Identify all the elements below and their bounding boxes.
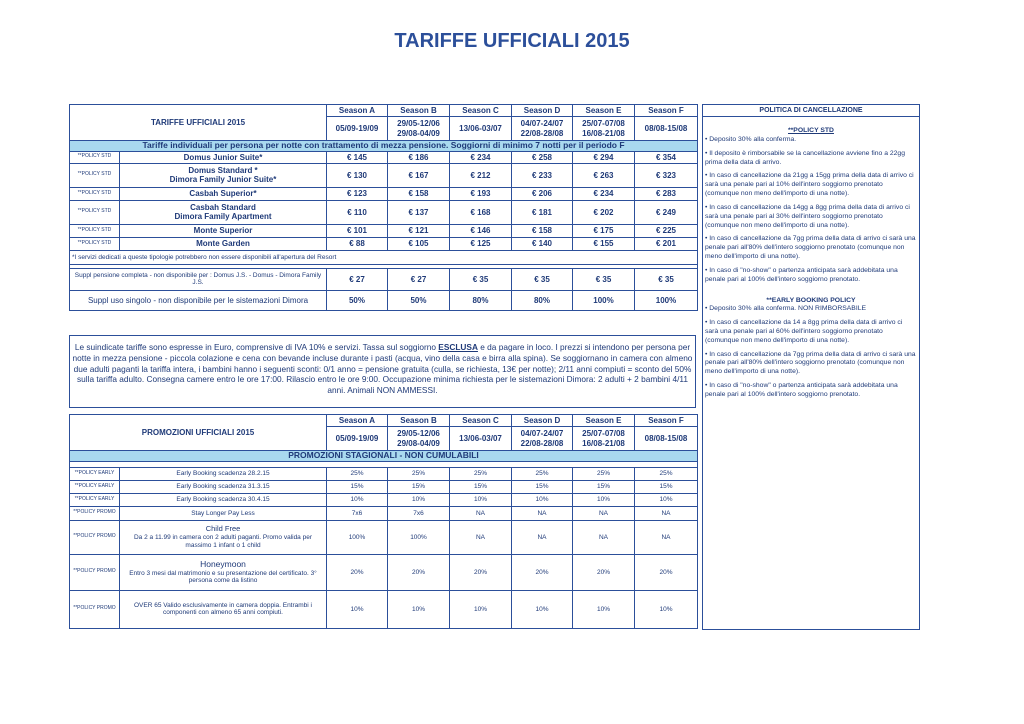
table-label: TARIFFE UFFICIALI 2015 (70, 105, 327, 141)
season-dates (388, 427, 450, 451)
cancellation-policy-panel (702, 104, 920, 630)
row-name-line: Child Free (205, 524, 241, 534)
value-cell: € 258 (512, 151, 573, 163)
supplement-value: € 35 (512, 268, 573, 290)
value-cell: 10% (512, 590, 573, 628)
season-date-line: 16/08-21/08 (582, 128, 625, 138)
row-name (120, 506, 327, 520)
table-row (70, 187, 698, 200)
row-name-line: Casbah Standard (190, 203, 256, 213)
value-cell: NA (512, 520, 573, 554)
value-cell: 20% (573, 554, 635, 590)
policy-tag: **POLICY PROMO (70, 554, 120, 590)
value-cell: € 140 (512, 237, 573, 250)
table-row (70, 163, 698, 187)
band-heading: Tariffe individuali per persona per notte con trattamento di mezza pensione. Soggiorni di minimo 7 notti per il periodo F (70, 141, 698, 152)
season-date-line: 08/08-15/08 (644, 123, 688, 133)
table-row (70, 506, 698, 520)
season-dates (512, 427, 573, 451)
supplement-value: 50% (327, 290, 388, 310)
row-name (120, 163, 327, 187)
value-cell: € 234 (573, 187, 635, 200)
season-date-line: 22/08-28/08 (520, 438, 564, 448)
value-cell: 20% (512, 554, 573, 590)
rates-table (69, 104, 698, 311)
table-row (70, 493, 698, 506)
season-name: Season C (450, 415, 512, 427)
value-cell: € 354 (635, 151, 698, 163)
value-cell: € 110 (327, 200, 388, 224)
row-name-line: Stay Longer Pay Less (191, 509, 255, 517)
rates-note (69, 335, 696, 408)
value-cell: € 130 (327, 163, 388, 187)
value-cell: 15% (450, 480, 512, 493)
season-date-line: 29/08-04/09 (397, 438, 440, 448)
policy-item: • In caso di cancellazione da 7gg prima della data di arrivo ci sarà una penale pari all'80% dell'intero soggiorno prenotato (comunque non meno dell'importo di una notte). (705, 235, 916, 261)
footnote: *I servizi dedicati a queste tipologie potrebbero non essere disponibili all'apertura del Resort (70, 250, 698, 264)
season-dates (573, 117, 635, 141)
table-row (70, 467, 698, 480)
value-cell: € 121 (388, 224, 450, 237)
supplement-value: 80% (512, 290, 573, 310)
value-cell: 15% (573, 480, 635, 493)
season-name: Season D (512, 105, 573, 117)
value-cell: € 193 (450, 187, 512, 200)
table-row (70, 200, 698, 224)
season-date-line: 25/07-07/08 (582, 119, 625, 129)
row-name (120, 200, 327, 224)
value-cell: € 123 (327, 187, 388, 200)
value-cell: NA (512, 506, 573, 520)
policy-tag: **POLICY EARLY (70, 467, 120, 480)
supplement-value: € 27 (388, 268, 450, 290)
value-cell: € 225 (635, 224, 698, 237)
season-date-line: 08/08-15/08 (644, 433, 688, 443)
value-cell: 7x6 (388, 506, 450, 520)
policy-item: • Deposito 30% alla conferma. (705, 135, 797, 143)
value-cell: 10% (327, 493, 388, 506)
season-dates (635, 427, 698, 451)
season-date-line: 22/08-28/08 (520, 128, 564, 138)
policy-tag: **POLICY STD (70, 163, 120, 187)
season-date-line: 05/09-19/09 (335, 433, 379, 443)
season-date-line: 04/07-24/07 (520, 429, 564, 439)
value-cell: 20% (450, 554, 512, 590)
policy-item: • In caso di cancellazione da 7gg prima della data di arrivo ci sarà una penale pari all'80% dell'intero soggiorno prenotato (comunque non meno dell'importo di una notte). (705, 350, 916, 376)
row-name-line: Domus Junior Suite* (183, 152, 263, 162)
supplement-value: 80% (450, 290, 512, 310)
value-cell: 15% (327, 480, 388, 493)
season-dates (450, 117, 512, 141)
season-date-line: 13/06-03/07 (459, 123, 502, 133)
season-name: Season A (327, 415, 388, 427)
value-cell: NA (573, 506, 635, 520)
supplement-value: € 35 (635, 268, 698, 290)
value-cell: € 249 (635, 200, 698, 224)
policy-tag: **POLICY PROMO (70, 520, 120, 554)
season-date-line: 05/09-19/09 (335, 123, 379, 133)
supplement-value: 100% (573, 290, 635, 310)
value-cell: 25% (573, 467, 635, 480)
policy-tag: **POLICY PROMO (70, 590, 120, 628)
value-cell: € 167 (388, 163, 450, 187)
row-name (120, 493, 327, 506)
season-name: Season A (327, 105, 388, 117)
value-cell: € 155 (573, 237, 635, 250)
supplement-value: € 35 (573, 268, 635, 290)
season-dates (573, 427, 635, 451)
policy-tag: **POLICY STD (70, 237, 120, 250)
policy-item: • In caso di cancellazione da 14 a 8gg prima della data di arrivo ci sarà una penale pari al 60% dell'intero soggiorno prenotato (comunque non meno dell'importo di una notte). (705, 319, 903, 344)
value-cell: 20% (635, 554, 698, 590)
row-name (120, 224, 327, 237)
value-cell: 10% (573, 493, 635, 506)
policy-header: POLITICA DI CANCELLAZIONE (703, 105, 919, 117)
value-cell: 25% (388, 467, 450, 480)
row-name (120, 187, 327, 200)
policy-tag: **POLICY EARLY (70, 480, 120, 493)
table-row (70, 554, 698, 590)
value-cell: NA (635, 506, 698, 520)
season-date-line: 25/07-07/08 (582, 429, 625, 439)
value-cell: € 181 (512, 200, 573, 224)
value-cell: € 201 (635, 237, 698, 250)
supplement-value: 100% (635, 290, 698, 310)
value-cell: € 137 (388, 200, 450, 224)
value-cell: € 158 (512, 224, 573, 237)
season-date-line: 29/08-04/09 (397, 128, 440, 138)
value-cell: NA (573, 520, 635, 554)
value-cell: € 175 (573, 224, 635, 237)
season-name: Season B (388, 105, 450, 117)
value-cell: € 233 (512, 163, 573, 187)
policy-tag: **POLICY STD (70, 151, 120, 163)
note-text-em: ESCLUSA (438, 342, 478, 352)
row-name-line: Entro 3 mesi dal matrimonio e su presentazione del certificato. 3° persona come da listino (129, 569, 317, 585)
policy-early-title: **EARLY BOOKING POLICY (766, 296, 856, 304)
season-dates (512, 117, 573, 141)
season-dates (450, 427, 512, 451)
supplement-value: € 35 (450, 268, 512, 290)
value-cell: € 88 (327, 237, 388, 250)
value-cell: 25% (512, 467, 573, 480)
value-cell: € 263 (573, 163, 635, 187)
row-name-line: Da 2 a 11.99 in camera con 2 adulti paganti. Promo valida per massimo 1 infant o 1 child (133, 534, 312, 549)
table-row (70, 151, 698, 163)
row-name-line: Monte Garden (196, 239, 250, 249)
value-cell: € 202 (573, 200, 635, 224)
value-cell: € 283 (635, 187, 698, 200)
value-cell: 100% (327, 520, 388, 554)
value-cell: 7x6 (327, 506, 388, 520)
policy-tag: **POLICY EARLY (70, 493, 120, 506)
season-name: Season B (388, 415, 450, 427)
value-cell: NA (450, 520, 512, 554)
value-cell: € 234 (450, 151, 512, 163)
policy-tag: **POLICY PROMO (70, 506, 120, 520)
value-cell: € 294 (573, 151, 635, 163)
value-cell: € 125 (450, 237, 512, 250)
supplement-label: Suppl pensione completa - non disponibile per : Domus J.S. - Domus - Dimora Family J.S. (70, 268, 327, 290)
value-cell: 25% (635, 467, 698, 480)
value-cell: 10% (450, 590, 512, 628)
row-name (120, 554, 327, 590)
table-row (70, 480, 698, 493)
policy-std-title: **POLICY STD (788, 127, 834, 135)
row-name (120, 590, 327, 628)
table-row (70, 237, 698, 250)
supplement-value: 50% (388, 290, 450, 310)
value-cell: NA (635, 520, 698, 554)
value-cell: € 146 (450, 224, 512, 237)
row-name (120, 151, 327, 163)
season-name: Season F (635, 105, 698, 117)
season-name: Season D (512, 415, 573, 427)
value-cell: 10% (388, 590, 450, 628)
table-row (70, 520, 698, 554)
row-name-line: Early Booking scadenza 30.4.15 (176, 496, 270, 504)
value-cell: 10% (635, 590, 698, 628)
season-dates (327, 117, 388, 141)
value-cell: € 105 (388, 237, 450, 250)
row-name (120, 480, 327, 493)
band-heading: PROMOZIONI STAGIONALI - NON CUMULABILI (70, 451, 698, 462)
season-name: Season E (573, 415, 635, 427)
row-name (120, 467, 327, 480)
row-name-line: Casbah Superior* (189, 189, 257, 199)
value-cell: 10% (573, 590, 635, 628)
note-text-pre: Le suindicate tariffe sono espresse in Euro, comprensive di IVA 10% e servizi. Tassa sul soggiorno (74, 342, 439, 352)
season-dates (388, 117, 450, 141)
season-date-line: 29/05-12/06 (397, 429, 440, 439)
season-date-line: 16/08-21/08 (582, 438, 625, 448)
promos-table (69, 414, 698, 629)
page-title: TARIFFE UFFICIALI 2015 (394, 30, 630, 52)
policy-tag: **POLICY STD (70, 187, 120, 200)
row-name-line: Dimora Family Junior Suite* (169, 175, 277, 185)
value-cell: 10% (450, 493, 512, 506)
policy-tag: **POLICY STD (70, 200, 120, 224)
value-cell: € 158 (388, 187, 450, 200)
value-cell: 25% (327, 467, 388, 480)
value-cell: 20% (327, 554, 388, 590)
season-name: Season E (573, 105, 635, 117)
policy-item: • In caso di cancellazione da 21gg a 15gg prima della data di arrivo ci sarà una penale pari al 10% dell'intero soggiorno prenotato (comunque non meno dell'importo di una notte). (705, 172, 914, 198)
policy-item: • In caso di "no-show" o partenza anticipata sarà addebitata una penale pari al 100% dell'intero soggiorno prenotato. (705, 382, 898, 398)
value-cell: € 323 (635, 163, 698, 187)
policy-item: • Il deposito è rimborsabile se la cancellazione avviene fino a 22gg prima della data di arrivo. (705, 149, 905, 166)
row-name-line: Monte Superior (193, 226, 253, 236)
row-name-line: Honeymoon (200, 558, 246, 569)
row-name (120, 520, 327, 554)
value-cell: 15% (388, 480, 450, 493)
season-name: Season C (450, 105, 512, 117)
row-name-line: OVER 65 Valido esclusivamente in camera doppia. Entrambi i componenti con almeno 65 anni compiuti. (134, 601, 312, 617)
policy-tag: **POLICY STD (70, 224, 120, 237)
row-name-line: Domus Standard * (188, 166, 258, 176)
supplement-label: Suppl uso singolo - non disponibile per le sistemazioni Dimora (70, 290, 327, 310)
value-cell: 10% (388, 493, 450, 506)
season-name: Season F (635, 415, 698, 427)
value-cell: € 168 (450, 200, 512, 224)
value-cell: 25% (450, 467, 512, 480)
value-cell: 10% (635, 493, 698, 506)
table-label: PROMOZIONI UFFICIALI 2015 (70, 415, 327, 451)
value-cell: 15% (512, 480, 573, 493)
value-cell: € 101 (327, 224, 388, 237)
supplement-row (70, 268, 698, 290)
value-cell: 100% (388, 520, 450, 554)
season-date-line: 04/07-24/07 (520, 119, 564, 129)
policy-item: • In caso di cancellazione da 14gg a 8gg prima della data di arrivo ci sarà una penale pari al 30% dell'intero soggiorno prenotato (comunque non meno dell'importo di una notte). (705, 203, 910, 229)
policy-item: • Deposito 30% alla conferma. NON RIMBORSABILE (705, 305, 867, 313)
value-cell: € 186 (388, 151, 450, 163)
policy-item: • In caso di "no-show" o partenza anticipata sarà addebitata una penale pari al 100% dell'intero soggiorno prenotato. (705, 266, 898, 283)
value-cell: 15% (635, 480, 698, 493)
table-row (70, 590, 698, 628)
supplement-row (70, 290, 698, 310)
table-row (70, 224, 698, 237)
supplement-value: € 27 (327, 268, 388, 290)
season-dates (635, 117, 698, 141)
season-dates (327, 427, 388, 451)
value-cell: € 212 (450, 163, 512, 187)
value-cell: NA (450, 506, 512, 520)
row-name (120, 237, 327, 250)
value-cell: € 206 (512, 187, 573, 200)
value-cell: 20% (388, 554, 450, 590)
row-name-line: Early Booking scadenza 28.2.15 (176, 470, 270, 478)
value-cell: € 145 (327, 151, 388, 163)
value-cell: 10% (327, 590, 388, 628)
value-cell: 10% (512, 493, 573, 506)
row-name-line: Dimora Family Apartment (174, 212, 272, 222)
note-text-post: e da pagare in loco. I prezzi si intendono per persona per notte in mezza pensione - piccola colazione e cena con bevande incluse durante i pasti (acqua, vino della casa e birra alla spina). Se soggiornano in camera con almeno due adulti paganti la tariffa intera, i bambini hanno i seguenti sconti: 0/1 anno = pensione gratuita (culla, se richiesta, 13€ per notte); 2/11 anni compiuti = sconto del 50% sulla tariffa adulto. Consegna camere entro le ore 17:00. Rilascio entro le ore 9:00. Occupazione minima richiesta per le sistemazioni Dimora: 2 adulti + 2 bambini 4/11 anni. Animali NON AMMESSI. (72, 342, 693, 396)
season-date-line: 13/06-03/07 (459, 433, 502, 443)
season-date-line: 29/05-12/06 (397, 119, 440, 129)
row-name-line: Early Booking scadenza 31.3.15 (176, 483, 270, 491)
